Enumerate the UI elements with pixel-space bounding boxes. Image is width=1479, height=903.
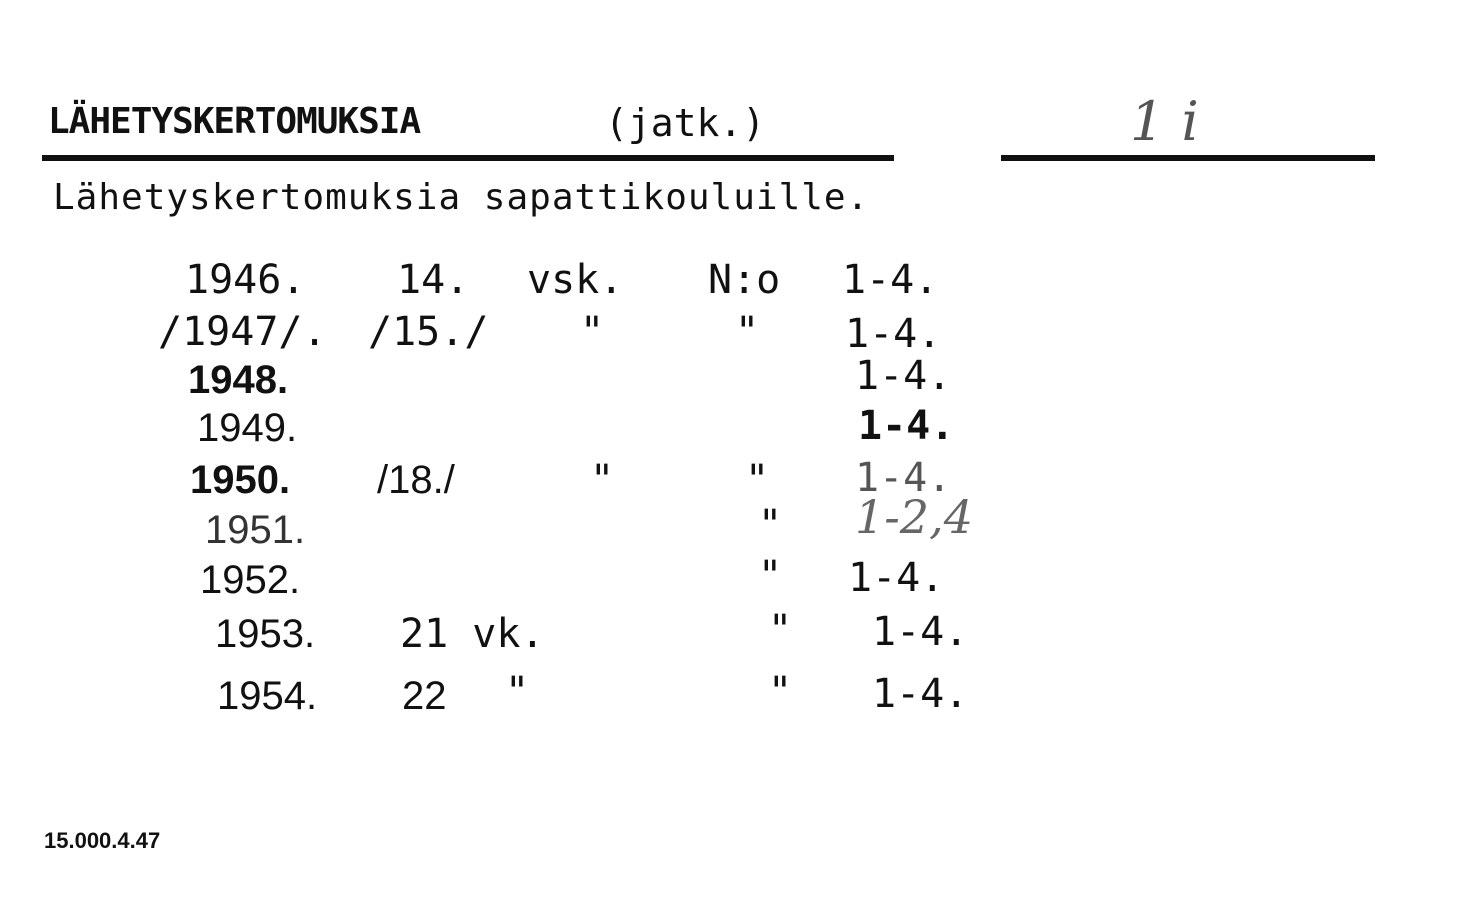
entry-year: 1952. bbox=[200, 558, 301, 602]
entry-year: 1950. bbox=[190, 458, 291, 502]
entry-issues: 1-4. bbox=[858, 403, 955, 449]
entry-year: 1951. bbox=[205, 508, 306, 552]
entry-issues: 1-4. bbox=[855, 353, 952, 399]
call-number: 1 i bbox=[1130, 90, 1199, 153]
call-number-underline bbox=[1001, 155, 1375, 161]
entry-issues: 1-4. bbox=[872, 609, 969, 655]
entry-volume: /15./ bbox=[368, 309, 489, 355]
entry-volume: 14. bbox=[397, 257, 470, 303]
card-subtitle: Lähetyskertomuksia sapattikouluille. bbox=[53, 177, 870, 218]
entry-volume: 22 bbox=[402, 674, 447, 718]
entry-issues: 1-4. bbox=[845, 311, 942, 357]
entry-issues: 1-4. bbox=[848, 555, 945, 601]
title-note: (jatk.) bbox=[605, 101, 766, 145]
entry-issue-label: " bbox=[768, 669, 793, 715]
entry-unit: vsk. bbox=[527, 257, 624, 303]
entry-year: 1953. bbox=[215, 612, 316, 656]
entry-unit: " bbox=[590, 457, 615, 503]
entry-volume: /18./ bbox=[377, 458, 455, 502]
entry-year: 1954. bbox=[217, 674, 318, 718]
entry-year: 1948. bbox=[188, 358, 289, 402]
entry-volume: 21 vk. bbox=[400, 611, 545, 657]
title-underline bbox=[42, 155, 894, 161]
entry-issues: 1-4. bbox=[872, 671, 969, 717]
entry-unit: " bbox=[505, 669, 530, 715]
entry-issue-label: " bbox=[745, 457, 770, 503]
entry-issue-label: " bbox=[768, 607, 793, 653]
entry-issues: 1-4. bbox=[855, 455, 952, 501]
footer-code: 15.000.4.47 bbox=[44, 828, 161, 853]
entry-year: 1946. bbox=[185, 257, 306, 303]
entry-issue-label: " bbox=[758, 502, 783, 548]
entry-issue-label: " bbox=[735, 309, 760, 355]
entry-issues: 1-4. bbox=[842, 257, 939, 303]
card-title: LÄHETYSKERTOMUKSIA bbox=[48, 101, 421, 142]
entry-unit: " bbox=[580, 309, 605, 355]
entry-issue-label: " bbox=[758, 553, 783, 599]
entry-issue-label: N:o bbox=[708, 257, 781, 303]
entry-issues-handwritten: 1-2,4 bbox=[855, 490, 973, 544]
entry-year: /1947/. bbox=[158, 309, 327, 355]
entry-year: 1949. bbox=[197, 406, 298, 450]
